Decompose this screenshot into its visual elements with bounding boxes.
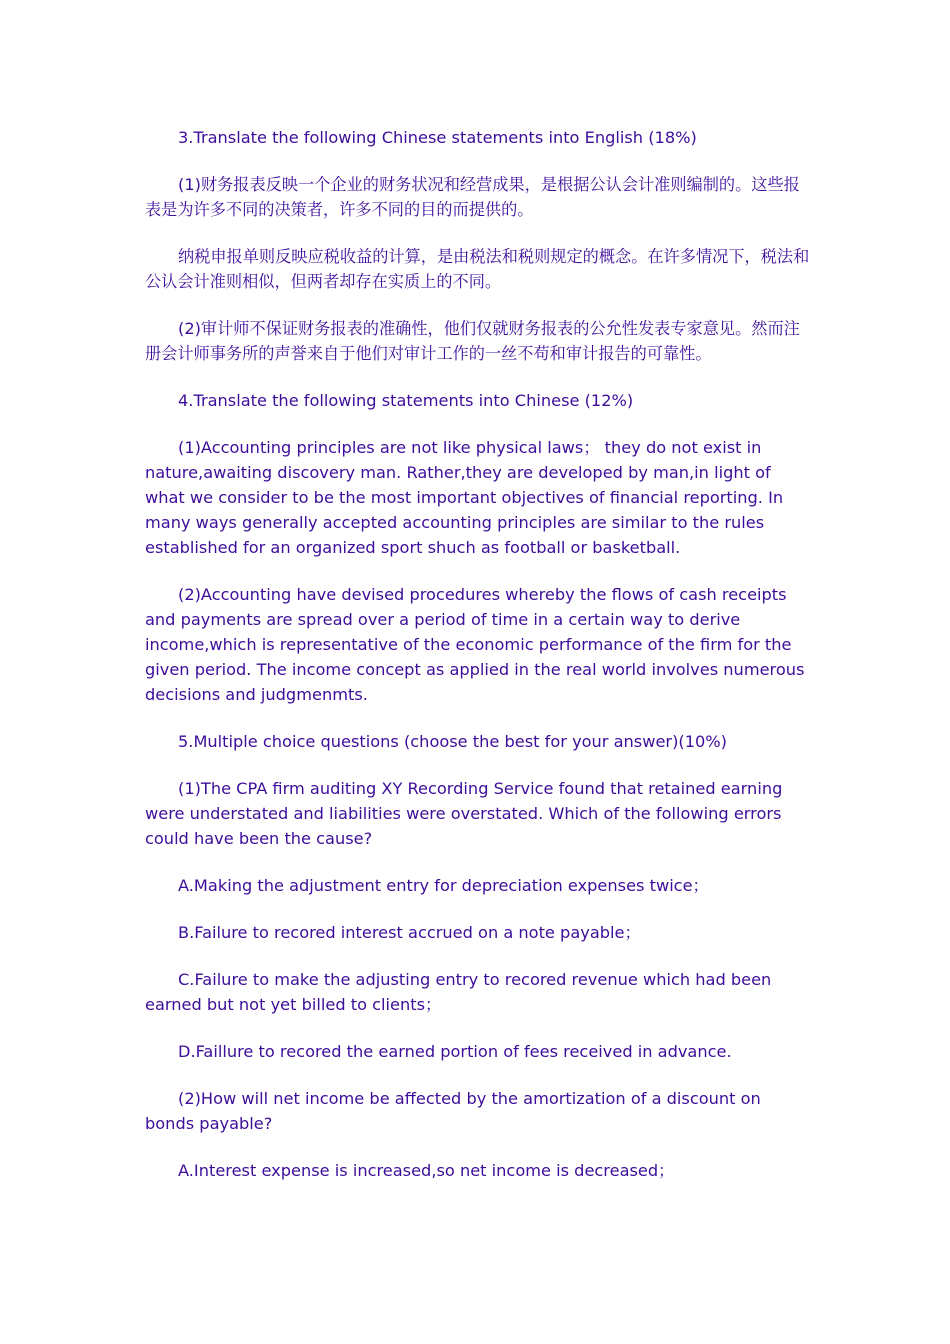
section-4-heading: 4.Translate the following statements into Chinese (12%) (178, 391, 634, 410)
section-3-heading: 3.Translate the following Chinese statements into English (18%) (178, 128, 697, 147)
english-statement-2: (2)Accounting have devised procedures whereby the flows of cash receipts and payments are spread over a period of time in a certain way to derive income,which is representative of the economic performance of the firm for the given period. The income concept as applied in the real world involves numerous decisions and judgmenmts. (145, 585, 805, 704)
chinese-statement-1-continued: 纳税申报单则反映应税收益的计算，是由税法和税则规定的概念。在许多情况下，税法和公认会计准则相似，但两者却存在实质上的不同。 (145, 247, 810, 291)
question-2: (2)How will net income be affected by the amortization of a discount on bonds payable? (145, 1089, 761, 1133)
chinese-statement-1: (1)财务报表反映一个企业的财务状况和经营成果，是根据公认会计准则编制的。这些报表是为许多不同的决策者，许多不同的目的而提供的。 (145, 175, 800, 219)
question-1-option-b: B.Failure to recored interest accrued on a note payable； (178, 923, 641, 942)
section-5-heading: 5.Multiple choice questions (choose the best for your answer)(10%) (178, 732, 727, 751)
question-1-option-d: D.Faillure to recored the earned portion of fees received in advance. (178, 1042, 732, 1061)
english-statement-1: (1)Accounting principles are not like physical laws； they do not exist in nature,awaiting discovery man. Rather,they are developed by man,in light of what we consider to be the most important objectives of financial reporting. In many ways generally accepted accounting principles are similar to the rules established for an organized sport shuch as football or basketball. (145, 438, 784, 557)
question-1-option-a: A.Making the adjustment entry for depreciation expenses twice； (178, 876, 709, 895)
question-1-option-c: C.Failure to make the adjusting entry to recored revenue which had been earned but not yet billed to clients； (145, 970, 772, 1014)
chinese-statement-2: (2)审计师不保证财务报表的准确性，他们仅就财务报表的公允性发表专家意见。然而注册会计师事务所的声誉来自于他们对审计工作的一丝不苟和审计报告的可靠性。 (145, 319, 800, 363)
question-2-option-a: A.Interest expense is increased,so net income is decreased； (178, 1161, 675, 1180)
document-page (145, 125, 810, 1205)
question-1: (1)The CPA firm auditing XY Recording Service found that retained earning were understated and liabilities were overstated. Which of the following errors could have been the cause? (145, 779, 783, 848)
